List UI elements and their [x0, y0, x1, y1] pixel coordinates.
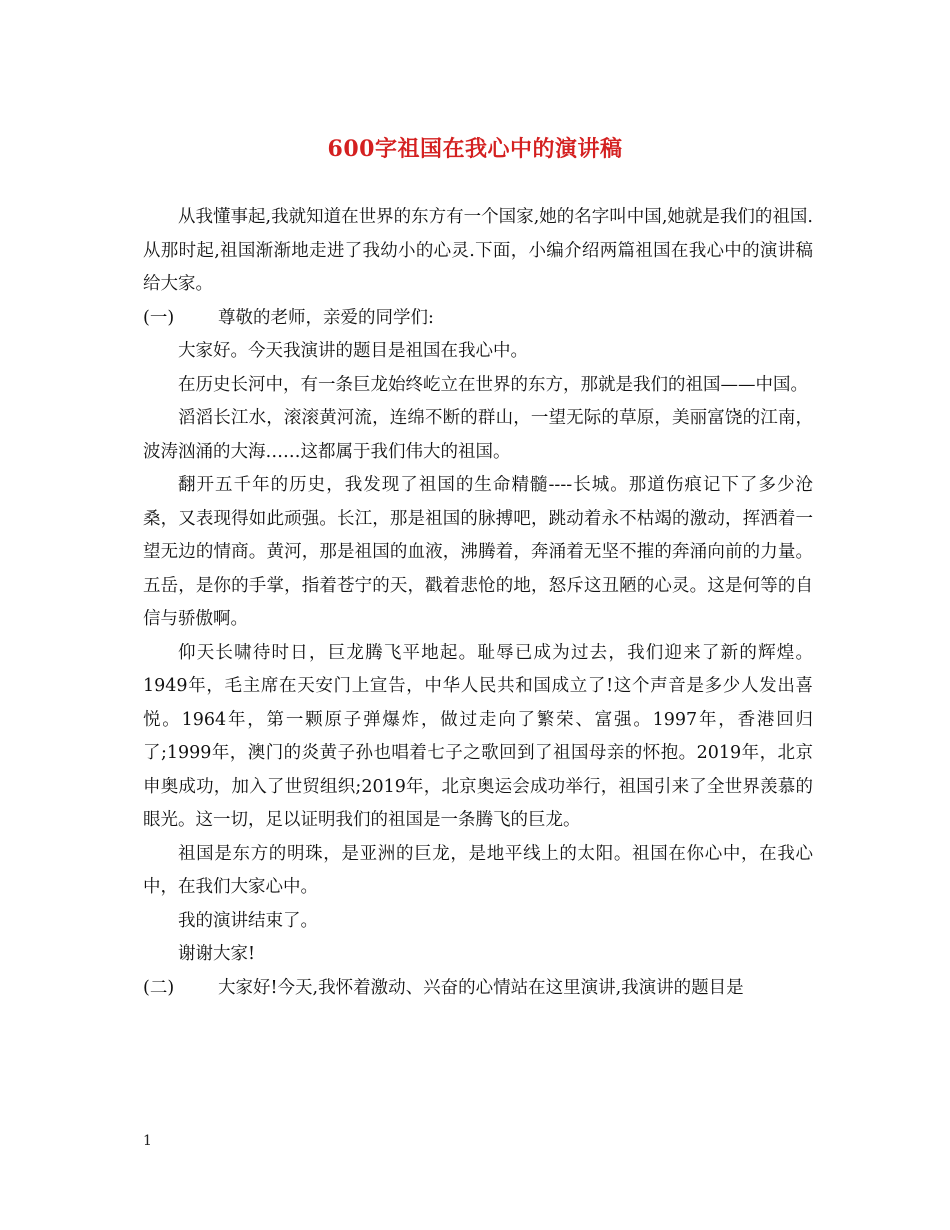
section-two-opening: 大家好!今天,我怀着激动、兴奋的心情站在这里演讲,我演讲的题目是 — [218, 977, 744, 998]
document-title: 600字祖国在我心中的演讲稿 — [327, 136, 623, 162]
speech-paragraph: 滔滔长江水，滚滚黄河流，连绵不断的群山，一望无际的草原，美丽富饶的江南，波涛汹涌的大海……这都属于我们伟大的祖国。 — [143, 408, 813, 462]
section-one-marker: (一) — [143, 307, 175, 328]
speech-paragraph: 翻开五千年的历史，我发现了祖国的生命精髓----长城。那道伤痕记下了多少沧桑，又表现得如此顽强。长江，那是祖国的脉搏吧，跳动着永不枯竭的激动，挥洒着一望无边的情商。黄河，那是祖国的血液，沸腾着，奔涌着无坚不摧的奔涌向前的力量。五岳，是你的手掌，指着苍宁的天，戳着悲怆的地，怒斥这丑陋的心灵。这是何等的自信与骄傲啊。 — [143, 475, 813, 629]
speech-paragraph: 大家好。今天我演讲的题目是祖国在我心中。 — [178, 341, 528, 361]
page-number: 1 — [143, 1133, 152, 1149]
section-one-salutation: 尊敬的老师，亲爱的同学们: — [218, 307, 434, 328]
intro-paragraph: 从我懂事起,我就知道在世界的东方有一个国家,她的名字叫中国,她就是我们的祖国.从那时起,祖国渐渐地走进了我幼小的心灵.下面，小编介绍两篇祖国在我心中的演讲稿给大家。 — [143, 207, 813, 294]
speech-paragraph: 在历史长河中，有一条巨龙始终屹立在世界的东方，那就是我们的祖国——中国。 — [178, 374, 808, 395]
document-body — [143, 201, 813, 1005]
section-two-marker: (二) — [143, 977, 175, 998]
speech-paragraph: 仰天长啸待时日，巨龙腾飞平地起。耻辱已成为过去，我们迎来了新的辉煌。1949年，毛主席在天安门上宣告，中华人民共和国成立了!这个声音是多少人发出喜悦。1964年，第一颗原子弹爆炸，做过走向了繁荣、富强。1997年，香港回归了;1999年，澳门的炎黄子孙也唱着七子之歌回到了祖国母亲的怀抱。2019年，北京申奥成功，加入了世贸组织;2019年，北京奥运会成功举行，祖国引来了全世界羡慕的眼光。这一切，足以证明我们的祖国是一条腾飞的巨龙。 — [143, 642, 813, 830]
speech-paragraph: 祖国是东方的明珠，是亚洲的巨龙，是地平线上的太阳。祖国在你心中，在我心中，在我们大家心中。 — [143, 843, 813, 897]
section-two-heading — [143, 972, 813, 1006]
speech-paragraph: 我的演讲结束了。 — [178, 910, 318, 931]
speech-paragraph: 谢谢大家! — [178, 944, 256, 964]
section-one-heading — [143, 302, 813, 336]
